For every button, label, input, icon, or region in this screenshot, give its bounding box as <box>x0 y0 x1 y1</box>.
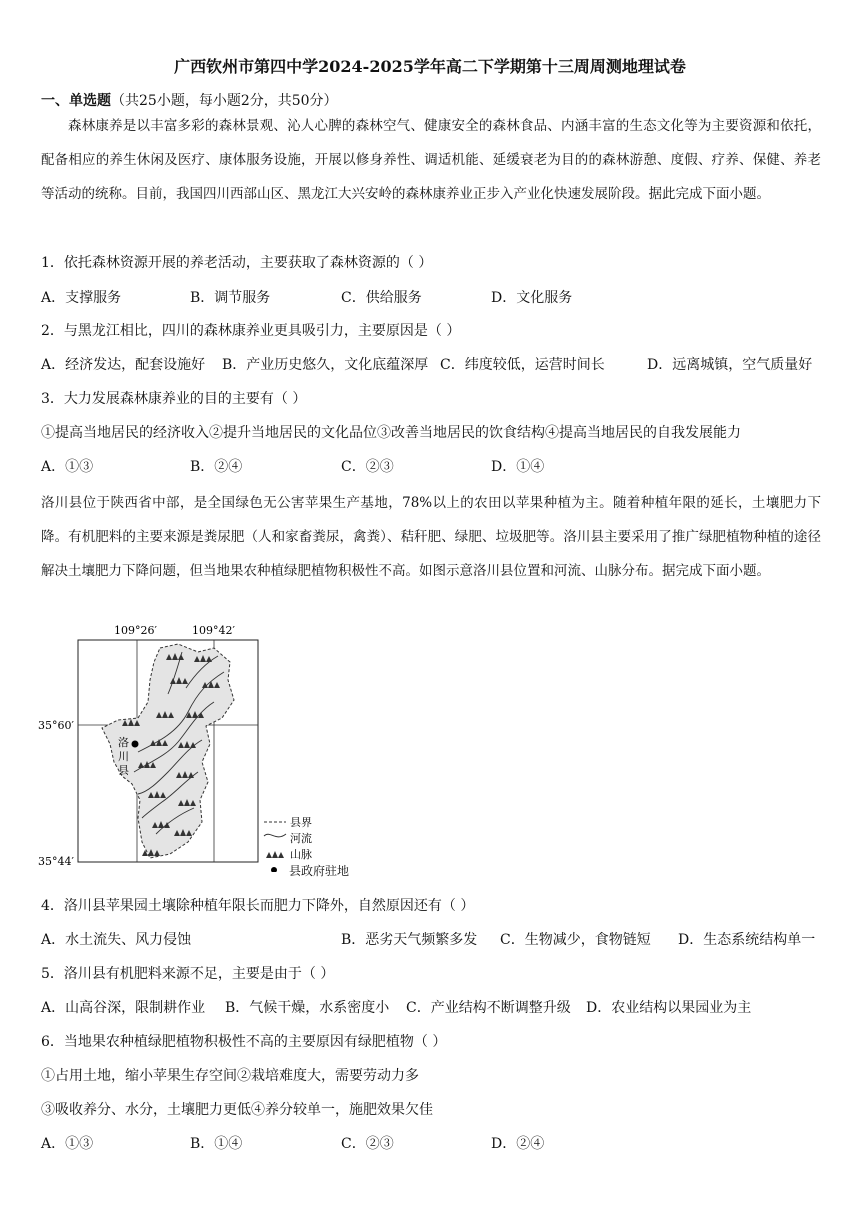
question-3-stem: 3．大力发展森林康养业的目的主要有（ ） <box>41 391 307 407</box>
question-5-stem: 5．洛川县有机肥料来源不足，主要是由于（ ） <box>41 966 335 982</box>
q5-option-b: B．气候干燥，水系密度小 <box>225 1000 390 1016</box>
legend-boundary-label: 县界 <box>290 816 312 829</box>
q1-option-d: D．文化服务 <box>491 290 573 306</box>
q6-option-b: B．①④ <box>190 1136 243 1152</box>
page-title: 广西钦州市第四中学2024-2025学年高二下学期第十三周周测地理试卷 <box>174 57 686 76</box>
q4-option-d: D．生态系统结构单一 <box>678 932 816 948</box>
legend-mountain-symbol <box>266 851 284 858</box>
q6-statements-1: ①占用土地，缩小苹果生存空间②栽培难度大，需要劳动力多 <box>41 1068 419 1084</box>
legend-river-label: 河流 <box>290 832 312 845</box>
passage-luochuan: 洛川县位于陕西省中部，是全国绿色无公害苹果生产基地，78%以上的农田以苹果种植为主。随着种植年限的延长，土壤肥力下降。有机肥料的主要来源是粪尿肥（人和家畜粪尿，禽粪）、秸秆肥、绿肥、垃圾肥等。洛川县主要采用了推广绿肥植物种植的途径解决土壤肥力下降问题，但当地果农种植绿肥植物积极性不高。如图示意洛川县位置和河流、山脉分布。据完成下面小题。 <box>41 495 821 579</box>
q4-option-a: A．水土流失、风力侵蚀 <box>41 932 192 948</box>
longitude-label-2: 109°42′ <box>192 624 235 637</box>
q6-option-c: C．②③ <box>341 1136 394 1152</box>
q3-option-a: A．①③ <box>41 459 94 475</box>
latitude-label-1: 35°60′ <box>38 719 74 732</box>
county-seat-marker <box>132 741 139 748</box>
q3-option-b: B．②④ <box>190 459 243 475</box>
q1-option-a: A．支撑服务 <box>41 290 122 306</box>
q2-option-d: D．远离城镇，空气质量好 <box>647 357 813 373</box>
q3-option-d: D．①④ <box>491 459 545 475</box>
section-name: 一、单选题 <box>41 93 111 109</box>
question-6-stem: 6．当地果农种植绿肥植物积极性不高的主要原因有绿肥植物（ ） <box>41 1034 447 1050</box>
question-2-stem: 2．与黑龙江相比，四川的森林康养业更具吸引力，主要原因是（ ） <box>41 323 461 339</box>
legend-seat-label: 县政府驻地 <box>289 864 350 878</box>
q5-option-a: A．山高谷深，限制耕作业 <box>41 1000 206 1016</box>
county-label-3: 县 <box>118 764 129 777</box>
latitude-label-2: 35°44′ <box>38 855 74 868</box>
question-1-stem: 1．依托森林资源开展的养老活动，主要获取了森林资源的（ ） <box>41 255 433 271</box>
q1-option-c: C．供给服务 <box>341 290 422 306</box>
q5-option-d: D．农业结构以果园业为主 <box>586 1000 752 1016</box>
q4-option-b: B．恶劣天气频繁多发 <box>341 932 478 948</box>
section-heading <box>41 90 338 110</box>
q6-option-d: D．②④ <box>491 1136 545 1152</box>
q2-option-a: A．经济发达，配套设施好 <box>41 357 206 373</box>
q6-statements-2: ③吸收养分、水分，土壤肥力更低④养分较单一，施肥效果欠佳 <box>41 1102 433 1118</box>
legend-river-symbol <box>264 834 286 837</box>
luochuan-map <box>38 622 368 872</box>
q5-option-c: C．产业结构不断调整升级 <box>406 1000 571 1016</box>
section-detail: （共25小题，每小题2分，共50分） <box>111 93 338 109</box>
q3-statements: ①提高当地居民的经济收入②提升当地居民的文化品位③改善当地居民的饮食结构④提高当地居民的自我发展能力 <box>41 425 741 441</box>
legend-mountain-label: 山脉 <box>290 848 312 861</box>
luochuan-map-figure <box>38 622 368 878</box>
q2-option-b: B．产业历史悠久，文化底蕴深厚 <box>222 357 429 373</box>
question-4-stem: 4．洛川县苹果园土壤除种植年限长而肥力下降外，自然原因还有（ ） <box>41 898 475 914</box>
county-label-1: 洛 <box>118 736 129 749</box>
longitude-label-1: 109°26′ <box>114 624 157 637</box>
q3-option-c: C．②③ <box>341 459 394 475</box>
legend-seat-symbol <box>271 867 277 872</box>
passage-forest-wellness: 森林康养是以丰富多彩的森林景观、沁人心脾的森林空气、健康安全的森林食品、内涵丰富的生态文化等为主要资源和依托，配备相应的养生休闲及医疗、康体服务设施，开展以修身养性、调适机能、延缓衰老为目的的森林游憩、度假、疗养、保健、养老等活动的统称。目前，我国四川西部山区、黑龙江大兴安岭的森林康养业正步入产业化快速发展阶段。据此完成下面小题。 <box>41 118 821 202</box>
q1-option-b: B．调节服务 <box>190 290 271 306</box>
q6-option-a: A．①③ <box>41 1136 94 1152</box>
county-label-2: 川 <box>118 750 129 763</box>
q2-option-c: C．纬度较低，运营时间长 <box>440 357 605 373</box>
q4-option-c: C．生物减少，食物链短 <box>500 932 651 948</box>
